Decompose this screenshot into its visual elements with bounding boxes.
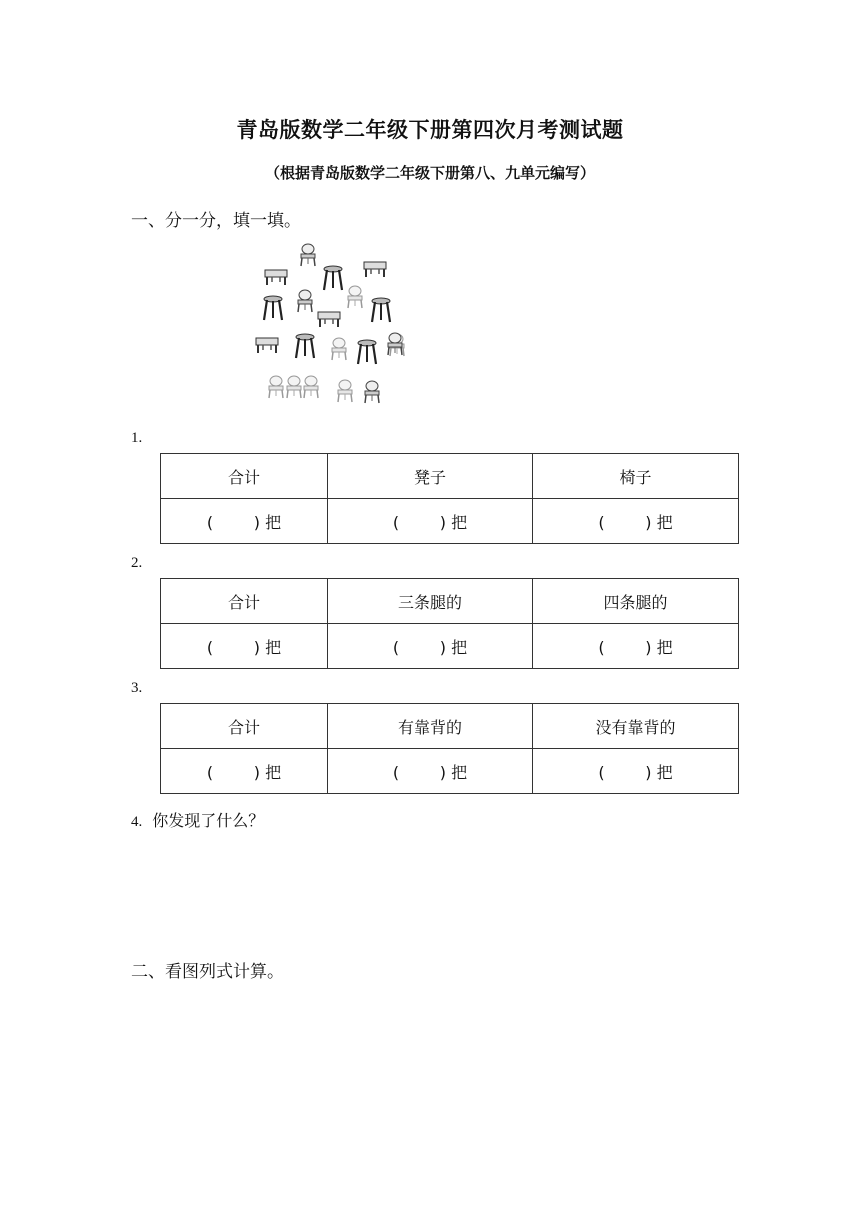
question-4	[131, 808, 264, 831]
table-2	[160, 578, 739, 669]
header-cell: 合计	[161, 454, 328, 499]
answer-blank[interactable]: ( ) 把	[161, 499, 328, 544]
answer-blank[interactable]: ( ) 把	[161, 624, 328, 669]
answer-blank[interactable]: ( ) 把	[161, 749, 328, 794]
answer-blank[interactable]: ( ) 把	[328, 749, 533, 794]
table-answer-row	[161, 749, 739, 794]
question-4-number: 4.	[131, 814, 143, 830]
header-cell: 合计	[161, 704, 328, 749]
section-1-heading: 一、分一分，填一填。	[131, 211, 301, 231]
table-header-row	[161, 579, 739, 624]
table-answer-row	[161, 624, 739, 669]
table-header-row	[161, 704, 739, 749]
answer-blank[interactable]: ( ) 把	[328, 624, 533, 669]
page-subtitle: （根据青岛版数学二年级下册第八、九单元编写）	[264, 164, 595, 182]
answer-blank[interactable]: ( ) 把	[533, 499, 739, 544]
question-3-number: 3.	[131, 680, 143, 696]
table-3	[160, 703, 739, 794]
table-header-row	[161, 454, 739, 499]
table-answer-row	[161, 499, 739, 544]
answer-blank[interactable]: ( ) 把	[328, 499, 533, 544]
page-title: 青岛版数学二年级下册第四次月考测试题	[236, 118, 624, 142]
header-cell: 凳子	[328, 454, 533, 499]
header-cell: 没有靠背的	[533, 704, 739, 749]
header-cell: 合计	[161, 579, 328, 624]
question-4-text: 你发现了什么？	[152, 811, 265, 830]
furniture-illustration	[252, 240, 417, 412]
question-1-number: 1.	[131, 430, 143, 446]
question-2-number: 2.	[131, 555, 143, 571]
answer-blank[interactable]: ( ) 把	[533, 749, 739, 794]
header-cell: 有靠背的	[328, 704, 533, 749]
header-cell: 三条腿的	[328, 579, 533, 624]
header-cell: 椅子	[533, 454, 739, 499]
table-1	[160, 453, 739, 544]
section-2-heading: 二、看图列式计算。	[131, 962, 284, 982]
header-cell: 四条腿的	[533, 579, 739, 624]
answer-blank[interactable]: ( ) 把	[533, 624, 739, 669]
